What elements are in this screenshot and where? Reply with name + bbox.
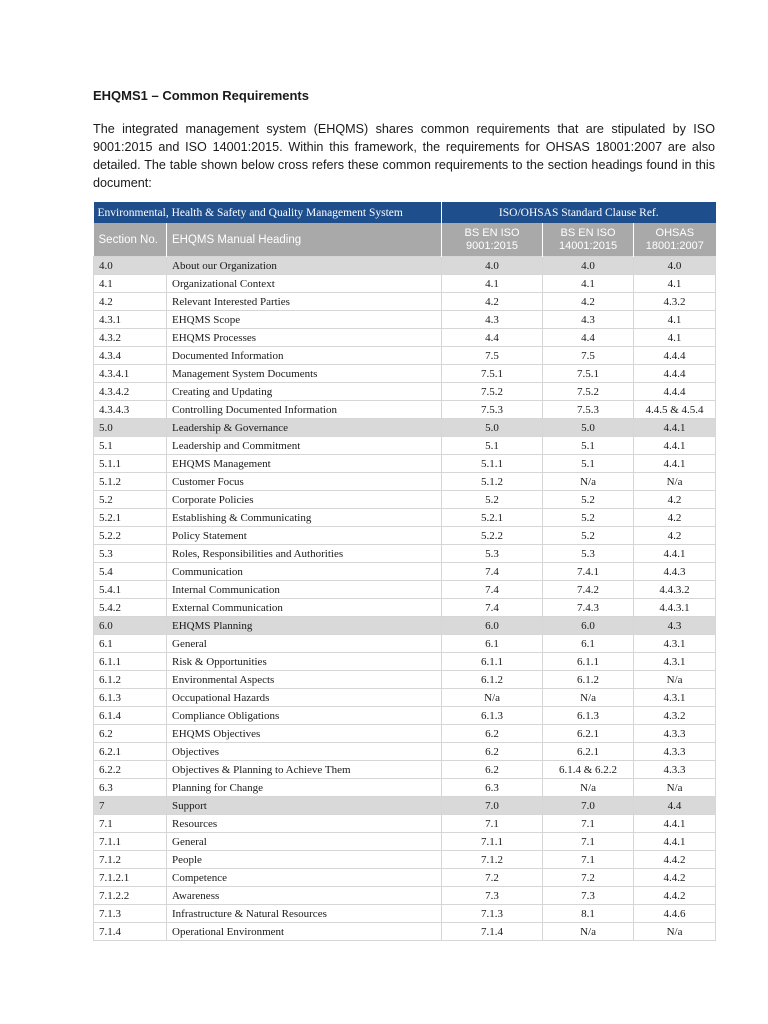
cell-iso9001: 7.4 [442, 599, 543, 617]
cell-ohsas: 4.2 [634, 527, 716, 545]
table-row [94, 923, 716, 941]
cell-iso14001: 4.4 [543, 329, 634, 347]
cell-section-no: 7.1.2.1 [94, 869, 167, 887]
cell-iso9001: 5.2 [442, 491, 543, 509]
cell-section-no: 6.1.3 [94, 689, 167, 707]
table-row [94, 617, 716, 635]
cell-iso14001: 6.1 [543, 635, 634, 653]
cell-iso9001: 4.0 [442, 257, 543, 275]
table-row [94, 527, 716, 545]
cell-iso14001: 5.0 [543, 419, 634, 437]
band-right-header: ISO/OHSAS Standard Clause Ref. [442, 202, 716, 223]
cell-heading: Relevant Interested Parties [167, 293, 442, 311]
cell-ohsas: 4.2 [634, 509, 716, 527]
table-row [94, 653, 716, 671]
table-row [94, 401, 716, 419]
cell-heading: Establishing & Communicating [167, 509, 442, 527]
cell-iso9001: 5.2.1 [442, 509, 543, 527]
cell-heading: Objectives [167, 743, 442, 761]
cell-ohsas: 4.4.1 [634, 419, 716, 437]
cell-section-no: 5.1.2 [94, 473, 167, 491]
col-header-iso14001: BS EN ISO 14001:2015 [543, 223, 634, 257]
cell-iso9001: 5.1 [442, 437, 543, 455]
cell-iso9001: 6.1.2 [442, 671, 543, 689]
cell-iso14001: 7.2 [543, 869, 634, 887]
cell-iso9001: 6.2 [442, 743, 543, 761]
table-row [94, 419, 716, 437]
cell-ohsas: 4.4.2 [634, 887, 716, 905]
cell-ohsas: 4.3.2 [634, 293, 716, 311]
cell-heading: Infrastructure & Natural Resources [167, 905, 442, 923]
cell-heading: Roles, Responsibilities and Authorities [167, 545, 442, 563]
cell-section-no: 5.2 [94, 491, 167, 509]
cell-ohsas: 4.3.2 [634, 707, 716, 725]
cell-iso14001: 5.2 [543, 491, 634, 509]
cell-section-no: 5.1 [94, 437, 167, 455]
intro-paragraph: The integrated management system (EHQMS) shares common requirements that are stipulated by ISO 9001:2015 and ISO 14001:2015. Within this framework, the requirements for OHSAS 18001:2007 are also detailed. The table shown below cross refers these common requirements to the section headings found in this document: [93, 122, 715, 190]
cell-iso9001: 5.2.2 [442, 527, 543, 545]
cell-heading: EHQMS Management [167, 455, 442, 473]
cell-heading: General [167, 833, 442, 851]
cell-heading: Risk & Opportunities [167, 653, 442, 671]
col-header-iso9001: BS EN ISO 9001:2015 [442, 223, 543, 257]
cell-section-no: 7.1.4 [94, 923, 167, 941]
cell-iso14001: 5.1 [543, 437, 634, 455]
cell-iso9001: 6.3 [442, 779, 543, 797]
cell-section-no: 5.3 [94, 545, 167, 563]
cell-ohsas: 4.4.3 [634, 563, 716, 581]
cell-iso14001: 7.3 [543, 887, 634, 905]
cell-iso9001: 7.5.2 [442, 383, 543, 401]
cell-heading: Communication [167, 563, 442, 581]
cell-iso14001: 7.5.2 [543, 383, 634, 401]
cell-ohsas: 4.4.2 [634, 851, 716, 869]
cell-heading: Management System Documents [167, 365, 442, 383]
cell-iso14001: 7.4.2 [543, 581, 634, 599]
cell-iso9001: 7.5.1 [442, 365, 543, 383]
cell-ohsas: 4.2 [634, 491, 716, 509]
section-heading: EHQMS1 – Common Requirements [93, 88, 309, 103]
table-row [94, 329, 716, 347]
cell-section-no: 5.0 [94, 419, 167, 437]
cell-section-no: 5.4.1 [94, 581, 167, 599]
cell-section-no: 6.1.1 [94, 653, 167, 671]
cell-section-no: 4.3.4.3 [94, 401, 167, 419]
cross-reference-table [93, 202, 716, 941]
cell-section-no: 7 [94, 797, 167, 815]
table-row [94, 761, 716, 779]
cell-iso9001: 4.2 [442, 293, 543, 311]
table-row [94, 563, 716, 581]
cell-heading: Environmental Aspects [167, 671, 442, 689]
cell-ohsas: 4.4.1 [634, 437, 716, 455]
table-row [94, 743, 716, 761]
cell-section-no: 7.1.2.2 [94, 887, 167, 905]
cell-ohsas: N/a [634, 923, 716, 941]
cell-ohsas: N/a [634, 473, 716, 491]
cell-iso14001: 4.2 [543, 293, 634, 311]
table-row [94, 689, 716, 707]
cell-iso14001: N/a [543, 473, 634, 491]
cell-iso14001: 6.2.1 [543, 743, 634, 761]
cell-heading: Documented Information [167, 347, 442, 365]
cell-heading: Support [167, 797, 442, 815]
cell-heading: Customer Focus [167, 473, 442, 491]
cell-heading: Compliance Obligations [167, 707, 442, 725]
cell-iso9001: 4.1 [442, 275, 543, 293]
table-row [94, 797, 716, 815]
cell-ohsas: 4.4.2 [634, 869, 716, 887]
cell-iso14001: 7.0 [543, 797, 634, 815]
cell-section-no: 6.1 [94, 635, 167, 653]
cell-iso9001: 4.4 [442, 329, 543, 347]
cell-heading: Resources [167, 815, 442, 833]
cell-section-no: 5.4.2 [94, 599, 167, 617]
table-row [94, 437, 716, 455]
cell-iso14001: 6.1.3 [543, 707, 634, 725]
cell-section-no: 7.1 [94, 815, 167, 833]
cell-iso14001: N/a [543, 779, 634, 797]
cell-iso9001: 6.0 [442, 617, 543, 635]
cell-iso14001: N/a [543, 923, 634, 941]
cell-ohsas: 4.4.3.1 [634, 599, 716, 617]
table-row [94, 311, 716, 329]
cell-iso14001: 6.0 [543, 617, 634, 635]
cell-section-no: 4.3.4.1 [94, 365, 167, 383]
cell-ohsas: 4.3.1 [634, 653, 716, 671]
cell-ohsas: 4.0 [634, 257, 716, 275]
cell-iso9001: 5.0 [442, 419, 543, 437]
cell-heading: Operational Environment [167, 923, 442, 941]
table-row [94, 455, 716, 473]
table-row [94, 725, 716, 743]
table-row [94, 581, 716, 599]
cell-ohsas: 4.4.4 [634, 365, 716, 383]
cell-section-no: 7.1.1 [94, 833, 167, 851]
cell-heading: Corporate Policies [167, 491, 442, 509]
cell-iso14001: 4.3 [543, 311, 634, 329]
table-row [94, 347, 716, 365]
cell-iso9001: 7.4 [442, 581, 543, 599]
table-row [94, 833, 716, 851]
cell-heading: Controlling Documented Information [167, 401, 442, 419]
cell-section-no: 5.2.2 [94, 527, 167, 545]
cell-heading: People [167, 851, 442, 869]
cell-iso14001: N/a [543, 689, 634, 707]
cell-ohsas: 4.4.6 [634, 905, 716, 923]
cell-iso14001: 7.1 [543, 851, 634, 869]
cell-section-no: 5.2.1 [94, 509, 167, 527]
table-row [94, 635, 716, 653]
table-row [94, 473, 716, 491]
table-row [94, 887, 716, 905]
cell-iso9001: 5.1.1 [442, 455, 543, 473]
cell-iso9001: 6.1 [442, 635, 543, 653]
cell-iso14001: 5.2 [543, 509, 634, 527]
cell-heading: Occupational Hazards [167, 689, 442, 707]
cell-ohsas: 4.4.5 & 4.5.4 [634, 401, 716, 419]
cell-ohsas: 4.3.3 [634, 761, 716, 779]
cell-heading: Awareness [167, 887, 442, 905]
cell-heading: External Communication [167, 599, 442, 617]
table-row [94, 815, 716, 833]
cell-heading: EHQMS Planning [167, 617, 442, 635]
cell-heading: Planning for Change [167, 779, 442, 797]
table-row [94, 383, 716, 401]
table-row [94, 491, 716, 509]
col-header-section: Section No. [94, 223, 167, 257]
table-row [94, 779, 716, 797]
cell-iso9001: 6.2 [442, 761, 543, 779]
cell-iso14001: 7.1 [543, 833, 634, 851]
cell-iso9001: 5.1.2 [442, 473, 543, 491]
cell-ohsas: 4.4.1 [634, 455, 716, 473]
cell-iso14001: 4.1 [543, 275, 634, 293]
cell-ohsas: 4.4.1 [634, 545, 716, 563]
cell-iso9001: 7.1.4 [442, 923, 543, 941]
table-row [94, 293, 716, 311]
cell-ohsas: 4.3 [634, 617, 716, 635]
cell-iso14001: 7.5 [543, 347, 634, 365]
cell-section-no: 7.1.3 [94, 905, 167, 923]
cell-iso14001: 4.0 [543, 257, 634, 275]
cell-iso9001: 7.1.3 [442, 905, 543, 923]
cell-ohsas: 4.1 [634, 275, 716, 293]
cell-section-no: 4.0 [94, 257, 167, 275]
cell-section-no: 7.1.2 [94, 851, 167, 869]
col-header-heading: EHQMS Manual Heading [167, 223, 442, 257]
cell-heading: Objectives & Planning to Achieve Them [167, 761, 442, 779]
cell-heading: Organizational Context [167, 275, 442, 293]
cell-section-no: 5.1.1 [94, 455, 167, 473]
cell-ohsas: 4.4.4 [634, 347, 716, 365]
cell-section-no: 6.1.2 [94, 671, 167, 689]
cell-iso9001: 7.0 [442, 797, 543, 815]
cell-heading: Leadership & Governance [167, 419, 442, 437]
cell-ohsas: 4.4.3.2 [634, 581, 716, 599]
table-row [94, 851, 716, 869]
cell-ohsas: N/a [634, 671, 716, 689]
cell-heading: EHQMS Scope [167, 311, 442, 329]
table-row [94, 599, 716, 617]
cell-section-no: 4.3.2 [94, 329, 167, 347]
table-row [94, 707, 716, 725]
cell-ohsas: 4.3.3 [634, 725, 716, 743]
cell-section-no: 6.2 [94, 725, 167, 743]
cell-iso9001: 7.1 [442, 815, 543, 833]
table-body [94, 257, 716, 941]
cell-heading: Internal Communication [167, 581, 442, 599]
cell-heading: Leadership and Commitment [167, 437, 442, 455]
band-left-header: Environmental, Health & Safety and Quality Management System [94, 202, 442, 223]
cell-ohsas: 4.1 [634, 311, 716, 329]
cell-iso9001: 7.3 [442, 887, 543, 905]
cell-iso9001: 7.5 [442, 347, 543, 365]
cell-ohsas: 4.3.3 [634, 743, 716, 761]
cell-iso14001: 6.2.1 [543, 725, 634, 743]
cell-ohsas: 4.1 [634, 329, 716, 347]
cell-iso9001: 7.1.1 [442, 833, 543, 851]
cell-iso14001: 5.2 [543, 527, 634, 545]
cell-iso9001: 6.1.3 [442, 707, 543, 725]
cell-heading: Policy Statement [167, 527, 442, 545]
table-row [94, 509, 716, 527]
cell-section-no: 4.3.4 [94, 347, 167, 365]
cell-iso14001: 7.4.1 [543, 563, 634, 581]
cell-iso14001: 7.5.1 [543, 365, 634, 383]
cell-section-no: 6.0 [94, 617, 167, 635]
cell-ohsas: 4.3.1 [634, 689, 716, 707]
cell-ohsas: 4.4.4 [634, 383, 716, 401]
cell-section-no: 4.3.1 [94, 311, 167, 329]
cell-ohsas: 4.4.1 [634, 833, 716, 851]
cell-section-no: 6.3 [94, 779, 167, 797]
cell-iso9001: 6.1.1 [442, 653, 543, 671]
table-row [94, 671, 716, 689]
cell-iso9001: 7.2 [442, 869, 543, 887]
cell-iso9001: 6.2 [442, 725, 543, 743]
table-row [94, 905, 716, 923]
table-row [94, 257, 716, 275]
cell-section-no: 6.2.2 [94, 761, 167, 779]
cell-heading: EHQMS Processes [167, 329, 442, 347]
cell-iso9001: 7.5.3 [442, 401, 543, 419]
cell-iso14001: 5.1 [543, 455, 634, 473]
cell-iso9001: 4.3 [442, 311, 543, 329]
col-header-ohsas: OHSAS 18001:2007 [634, 223, 716, 257]
cell-ohsas: 4.3.1 [634, 635, 716, 653]
cell-heading: General [167, 635, 442, 653]
cell-section-no: 4.1 [94, 275, 167, 293]
cell-section-no: 6.2.1 [94, 743, 167, 761]
cell-iso14001: 5.3 [543, 545, 634, 563]
table-row [94, 545, 716, 563]
cell-ohsas: N/a [634, 779, 716, 797]
cell-iso14001: 7.1 [543, 815, 634, 833]
cell-ohsas: 4.4.1 [634, 815, 716, 833]
cell-heading: Creating and Updating [167, 383, 442, 401]
cell-iso14001: 6.1.2 [543, 671, 634, 689]
cell-iso9001: 7.4 [442, 563, 543, 581]
cell-iso14001: 8.1 [543, 905, 634, 923]
table-column-header-row [94, 223, 716, 257]
table-band-row [94, 202, 716, 223]
cell-heading: Competence [167, 869, 442, 887]
cell-iso9001: 5.3 [442, 545, 543, 563]
table-row [94, 365, 716, 383]
table-row [94, 869, 716, 887]
cell-iso14001: 6.1.1 [543, 653, 634, 671]
cell-iso9001: N/a [442, 689, 543, 707]
cell-iso9001: 7.1.2 [442, 851, 543, 869]
cell-section-no: 6.1.4 [94, 707, 167, 725]
cell-section-no: 5.4 [94, 563, 167, 581]
cell-iso14001: 6.1.4 & 6.2.2 [543, 761, 634, 779]
cell-section-no: 4.2 [94, 293, 167, 311]
cell-iso14001: 7.5.3 [543, 401, 634, 419]
table-row [94, 275, 716, 293]
cell-iso14001: 7.4.3 [543, 599, 634, 617]
cell-ohsas: 4.4 [634, 797, 716, 815]
cell-heading: EHQMS Objectives [167, 725, 442, 743]
cell-section-no: 4.3.4.2 [94, 383, 167, 401]
cell-heading: About our Organization [167, 257, 442, 275]
